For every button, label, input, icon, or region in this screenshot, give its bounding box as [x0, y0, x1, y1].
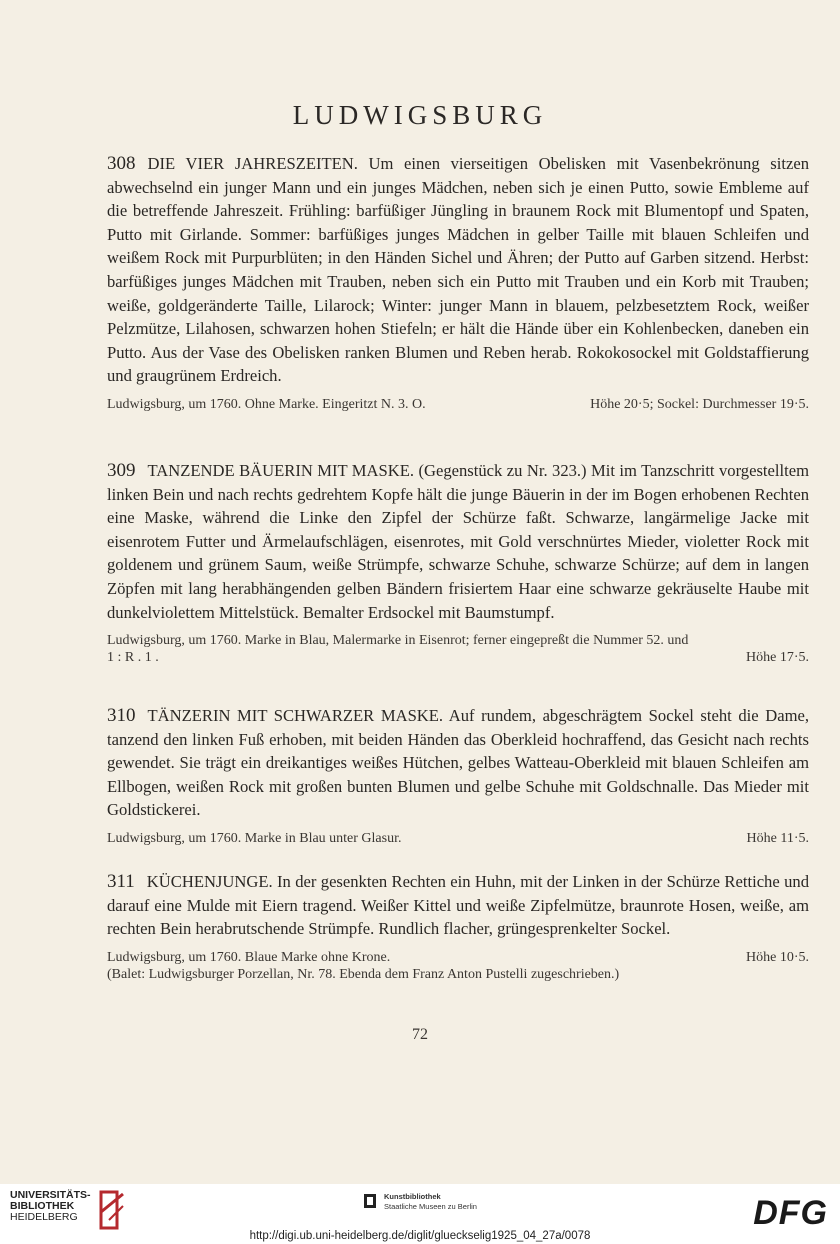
entry-dimensions: Höhe 17·5. [746, 650, 809, 666]
entry-meta [107, 649, 809, 666]
entry-dimensions: Höhe 11·5. [746, 830, 809, 846]
page-title: LUDWIGSBURG [292, 100, 548, 130]
entry-reference: (Balet: Ludwigsburger Porzellan, Nr. 78. Ebenda dem Franz Anton Pustelli zugeschrieben.) [107, 966, 620, 982]
ub-line-2: BIBLIOTHEK [10, 1200, 75, 1212]
ub-emblem-icon [97, 1190, 127, 1230]
kb-line-1: Kunstbibliothek [384, 1192, 441, 1201]
entry-description [107, 870, 809, 941]
entry-number: 308 [107, 153, 136, 174]
ub-heidelberg-logo[interactable] [10, 1190, 127, 1230]
digitization-footer [0, 1184, 840, 1244]
ub-logo-text [10, 1190, 91, 1223]
permalink-url[interactable]: http://digi.ub.uni-heidelberg.de/diglit/glueckselig1925_04_27a/0078 [249, 1230, 591, 1242]
catalog-entry-310 [107, 704, 809, 847]
entry-mark: 1 : R . 1 . [107, 650, 159, 666]
entry-text: TÄNZERIN MIT SCHWARZER MASKE. Auf rundem, abgeschrägtem Sockel steht die Dame, tanzend den linken Fuß erhoben, mit beiden Händen das Oberkleid hochraffend, das Gesicht nach rechts gewendet. Sie trägt ein dreikantiges weißes Hütchen, gelbes Watteau-Oberkleid mit blauen Schleifen am Ellbogen, weißen Rock mit großen bunten Blumen und gelbe Schuhe mit Goldschnalle. Das Mieder mit Goldstickerei. [107, 706, 809, 820]
entry-meta [107, 949, 809, 966]
entry-provenance: Ludwigsburg, um 1760. Marke in Blau unter Glasur. [107, 830, 402, 846]
kunstbibliothek-emblem-icon [362, 1192, 378, 1210]
entry-text: DIE VIER JAHRESZEITEN. Um einen vierseitigen Obelisken mit Vasenbekrönung sitzen abwechselnd ein junger Mann und ein junges Mädchen, neben sich je einen Putto, sowie Embleme auf die betreffende Jahreszeit. Frühling: barfüßiger Jüngling in braunem Rock mit Blumentopf und Spaten, Putto mit Girlande. Sommer: barfüßiges junges Mädchen in gelber Taille mit blauen Schleifen und weißem Rock mit Purpurblüten; in den Händen Sichel und Ähren; der Putto auf Garben sitzend. Herbst: barfüßiges junges Mädchen mit Trauben, neben sich ein Putto mit Trauben und ein Korb mit Trauben; weiße, goldgeränderte Taille, Lilarock; Winter: junger Mann in blauem, pelzbesetztem Rock, weißer Pelzmütze, Lilahosen, schwarzen hohen Stiefeln; er hält die Hände über ein Kohlenbecken, daneben ein Putto. Aus der Vase des Obelisken ranken Blumen und Reben herab. Rokokosockel mit Goldstaffierung und graugrünem Erdreich. [107, 154, 809, 386]
entry-dimensions: Höhe 10·5. [746, 949, 809, 965]
entry-number: 309 [107, 460, 136, 481]
dfg-logo[interactable]: DFG [753, 1194, 828, 1232]
catalog-entry-308 [107, 152, 809, 413]
entry-meta [107, 830, 809, 847]
entry-number: 311 [107, 871, 135, 892]
entry-provenance: Ludwigsburg, um 1760. Blaue Marke ohne Krone. [107, 949, 391, 965]
catalog-entry-309 [107, 459, 809, 666]
entry-dimensions: Höhe 20·5; Sockel: Durchmesser 19·5. [590, 396, 809, 412]
entry-description [107, 459, 809, 624]
entry-text: TANZENDE BÄUERIN MIT MASKE. (Gegenstück zu Nr. 323.) Mit im Tanzschritt vorgestelltem linken Bein und nach rechts gedrehtem Kopfe hält die junge Bäuerin in der im Bogen erhobenen Rechten eine Maske, während die Linke den Zipfel der Schürze faßt. Schwarze, langärmelige Jacke mit eisenrotem Futter und Ärmelaufschlägen, eisenrotes, mit Gold verschnürtes Mieder, violetter Rock mit goldenem und grünem Saum, weiße Strümpfe, schwarze Schuhe, schwarze Schürze; auf dem in langen Zöpfen mit lang herabhängenden gelben Bändern frisiertem Haar eine schwarze gekräuselte Haube mit dunkelviolettem Mittelstück. Bemalter Erdsockel mit Baumstumpf. [107, 461, 809, 622]
kb-text [384, 1192, 477, 1212]
catalog-entry-311 [107, 870, 809, 983]
entry-meta [107, 396, 809, 413]
entry-number: 310 [107, 705, 136, 726]
page-number: 72 [412, 1026, 428, 1043]
kunstbibliothek-logo[interactable] [362, 1192, 477, 1212]
kb-line-2: Staatliche Museen zu Berlin [384, 1202, 477, 1211]
entry-description [107, 152, 809, 388]
entry-text: KÜCHENJUNGE. In der gesenkten Rechten ein Huhn, mit der Linken in der Schürze Rettiche und darauf eine Mulde mit Eiern tragend. Weißer Kittel und weiße Zipfelmütze, braunrote Hosen, weiße, am rechten Bein herabrutschende Strümpfe. Rundlich flacher, grüngesprenkelter Sockel. [107, 872, 809, 939]
entry-provenance: Ludwigsburg, um 1760. Ohne Marke. Eingeritzt N. 3. O. [107, 396, 426, 412]
ub-line-1: UNIVERSITÄTS- [10, 1189, 91, 1201]
ub-line-3: HEIDELBERG [10, 1211, 78, 1223]
entry-provenance-line: Ludwigsburg, um 1760. Marke in Blau, Malermarke in Eisenrot; ferner eingepreßt die Nummer 52. und [107, 633, 689, 649]
entry-description [107, 704, 809, 822]
